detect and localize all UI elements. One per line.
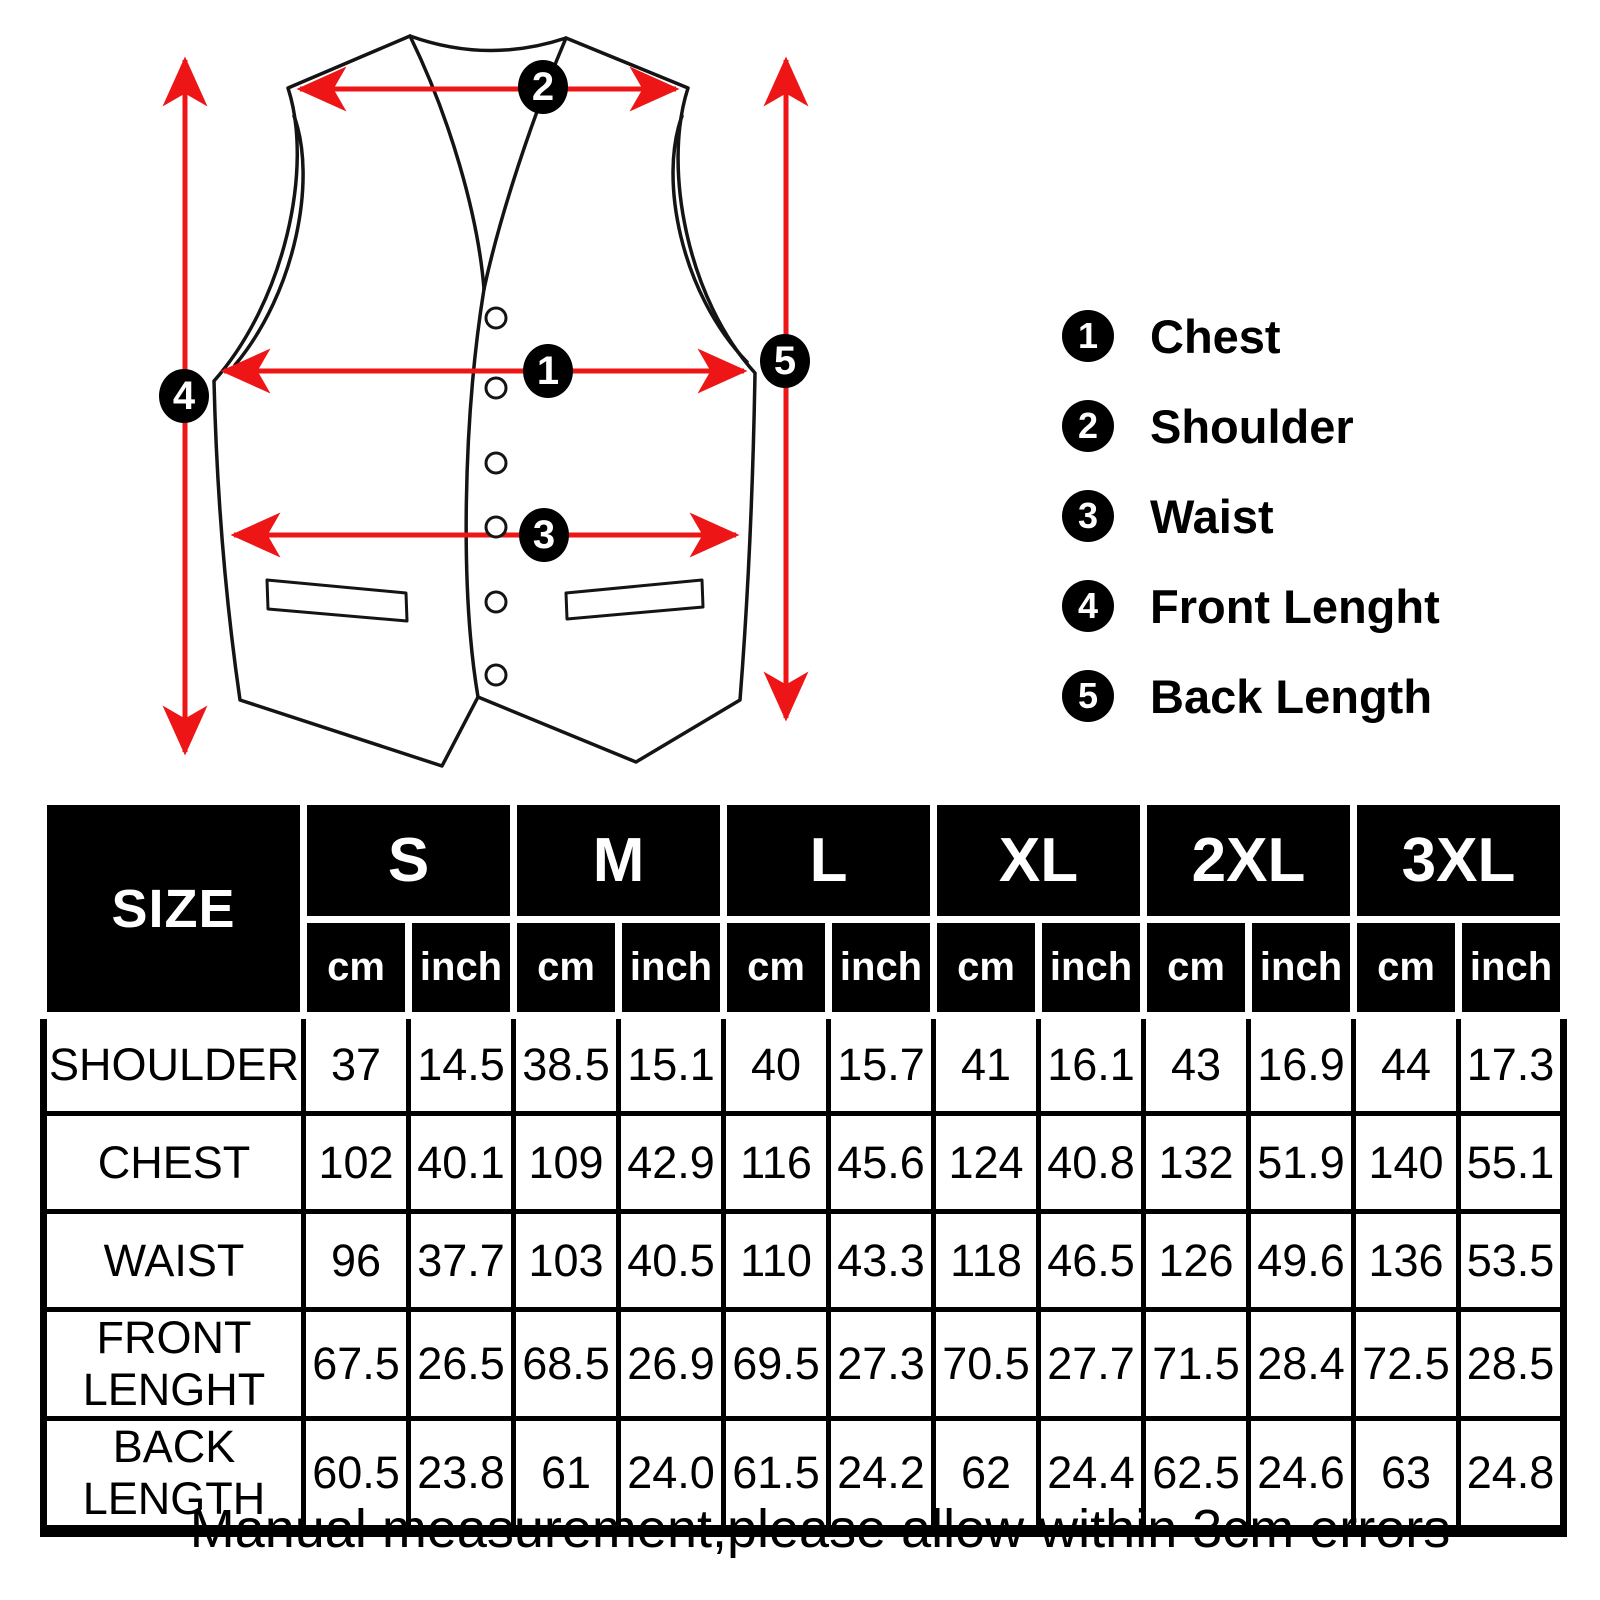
measurement-disclaimer: Manual measurement,please allow within 3cm errors xyxy=(189,1499,1451,1559)
table-cell: 60.5 xyxy=(304,1419,409,1532)
table-cell: 69.5 xyxy=(724,1310,829,1419)
table-cell: 17.3 xyxy=(1459,1016,1564,1114)
legend-item-chest xyxy=(1062,310,1440,362)
unit-header-cm: cm xyxy=(934,920,1039,1016)
size-chart-table xyxy=(40,798,1567,1537)
table-cell: 42.9 xyxy=(619,1114,724,1212)
table-cell: 40 xyxy=(724,1016,829,1114)
marker-2-number: 2 xyxy=(531,65,555,109)
unit-header-cm: cm xyxy=(724,920,829,1016)
table-cell: 24.2 xyxy=(829,1419,934,1532)
table-cell: 109 xyxy=(514,1114,619,1212)
vest-measurement-diagram xyxy=(0,0,900,790)
button-icon xyxy=(486,592,506,612)
table-cell: 16.9 xyxy=(1249,1016,1354,1114)
table-cell: 61 xyxy=(514,1419,619,1532)
table-cell: 96 xyxy=(304,1212,409,1310)
table-cell: 45.6 xyxy=(829,1114,934,1212)
unit-header-inch: inch xyxy=(1039,920,1144,1016)
row-label: CHEST xyxy=(44,1114,304,1212)
table-cell: 24.8 xyxy=(1459,1419,1564,1532)
table-cell: 37 xyxy=(304,1016,409,1114)
table-cell: 53.5 xyxy=(1459,1212,1564,1310)
button-icon xyxy=(486,308,506,328)
legend-badge-5: 5 xyxy=(1062,670,1114,722)
table-cell: 43.3 xyxy=(829,1212,934,1310)
table-cell: 63 xyxy=(1354,1419,1459,1532)
table-cell: 40.8 xyxy=(1039,1114,1144,1212)
measurement-legend xyxy=(1062,310,1440,722)
table-cell: 43 xyxy=(1144,1016,1249,1114)
table-cell: 15.7 xyxy=(829,1016,934,1114)
table-cell: 62 xyxy=(934,1419,1039,1532)
table-cell: 28.5 xyxy=(1459,1310,1564,1419)
table-cell: 67.5 xyxy=(304,1310,409,1419)
table-corner-size-label: SIZE xyxy=(44,802,304,1016)
legend-badge-3: 3 xyxy=(1062,490,1114,542)
marker-3-number: 3 xyxy=(532,513,556,557)
table-cell: 70.5 xyxy=(934,1310,1039,1419)
table-cell: 72.5 xyxy=(1354,1310,1459,1419)
table-row xyxy=(44,1212,1564,1310)
column-header-size-l: L xyxy=(724,802,934,920)
table-cell: 26.5 xyxy=(409,1310,514,1419)
table-cell: 41 xyxy=(934,1016,1039,1114)
table-row xyxy=(44,1310,1564,1419)
table-cell: 124 xyxy=(934,1114,1039,1212)
table-cell: 110 xyxy=(724,1212,829,1310)
unit-header-cm: cm xyxy=(1144,920,1249,1016)
table-cell: 132 xyxy=(1144,1114,1249,1212)
unit-header-inch: inch xyxy=(1249,920,1354,1016)
table-cell: 51.9 xyxy=(1249,1114,1354,1212)
column-header-size-3xl: 3XL xyxy=(1354,802,1564,920)
button-icon xyxy=(486,453,506,473)
legend-label-chest: Chest xyxy=(1150,309,1281,363)
legend-badge-4: 4 xyxy=(1062,580,1114,632)
marker-1-number: 1 xyxy=(536,349,560,393)
table-cell: 37.7 xyxy=(409,1212,514,1310)
legend-badge-2: 2 xyxy=(1062,400,1114,452)
legend-label-shoulder: Shoulder xyxy=(1150,399,1354,453)
table-cell: 28.4 xyxy=(1249,1310,1354,1419)
table-cell: 126 xyxy=(1144,1212,1249,1310)
table-cell: 46.5 xyxy=(1039,1212,1144,1310)
row-label: BACK LENGTH xyxy=(44,1419,304,1532)
unit-header-inch: inch xyxy=(1459,920,1564,1016)
table-cell: 26.9 xyxy=(619,1310,724,1419)
unit-header-inch: inch xyxy=(409,920,514,1016)
unit-header-cm: cm xyxy=(1354,920,1459,1016)
table-cell: 38.5 xyxy=(514,1016,619,1114)
table-cell: 40.5 xyxy=(619,1212,724,1310)
column-header-size-s: S xyxy=(304,802,514,920)
table-cell: 16.1 xyxy=(1039,1016,1144,1114)
table-cell: 103 xyxy=(514,1212,619,1310)
table-cell: 40.1 xyxy=(409,1114,514,1212)
button-icon xyxy=(486,378,506,398)
legend-item-shoulder xyxy=(1062,400,1440,452)
unit-header-inch: inch xyxy=(619,920,724,1016)
table-cell: 116 xyxy=(724,1114,829,1212)
table-row xyxy=(44,1114,1564,1212)
table-cell: 24.6 xyxy=(1249,1419,1354,1532)
column-header-size-m: M xyxy=(514,802,724,920)
table-cell: 102 xyxy=(304,1114,409,1212)
row-label: SHOULDER xyxy=(44,1016,304,1114)
table-cell: 55.1 xyxy=(1459,1114,1564,1212)
marker-4-number: 4 xyxy=(172,374,196,418)
unit-header-inch: inch xyxy=(829,920,934,1016)
table-cell: 44 xyxy=(1354,1016,1459,1114)
legend-item-back-length xyxy=(1062,670,1440,722)
table-cell: 61.5 xyxy=(724,1419,829,1532)
table-row xyxy=(44,1016,1564,1114)
legend-badge-1: 1 xyxy=(1062,310,1114,362)
marker-5-number: 5 xyxy=(773,339,797,383)
unit-header-cm: cm xyxy=(514,920,619,1016)
table-cell: 68.5 xyxy=(514,1310,619,1419)
table-cell: 27.7 xyxy=(1039,1310,1144,1419)
table-cell: 14.5 xyxy=(409,1016,514,1114)
table-cell: 24.0 xyxy=(619,1419,724,1532)
button-icon xyxy=(486,665,506,685)
table-cell: 136 xyxy=(1354,1212,1459,1310)
table-cell: 49.6 xyxy=(1249,1212,1354,1310)
table-cell: 15.1 xyxy=(619,1016,724,1114)
column-header-size-2xl: 2XL xyxy=(1144,802,1354,920)
table-cell: 62.5 xyxy=(1144,1419,1249,1532)
table-cell: 140 xyxy=(1354,1114,1459,1212)
table-cell: 118 xyxy=(934,1212,1039,1310)
legend-item-waist xyxy=(1062,490,1440,542)
row-label: WAIST xyxy=(44,1212,304,1310)
table-cell: 71.5 xyxy=(1144,1310,1249,1419)
legend-item-front-length xyxy=(1062,580,1440,632)
legend-label-front-length: Front Lenght xyxy=(1150,579,1440,633)
legend-label-back-length: Back Length xyxy=(1150,669,1433,723)
table-cell: 27.3 xyxy=(829,1310,934,1419)
button-icon xyxy=(486,517,506,537)
unit-header-cm: cm xyxy=(304,920,409,1016)
table-cell: 23.8 xyxy=(409,1419,514,1532)
row-label: FRONT LENGHT xyxy=(44,1310,304,1419)
legend-label-waist: Waist xyxy=(1150,489,1274,543)
column-header-size-xl: XL xyxy=(934,802,1144,920)
table-cell: 24.4 xyxy=(1039,1419,1144,1532)
